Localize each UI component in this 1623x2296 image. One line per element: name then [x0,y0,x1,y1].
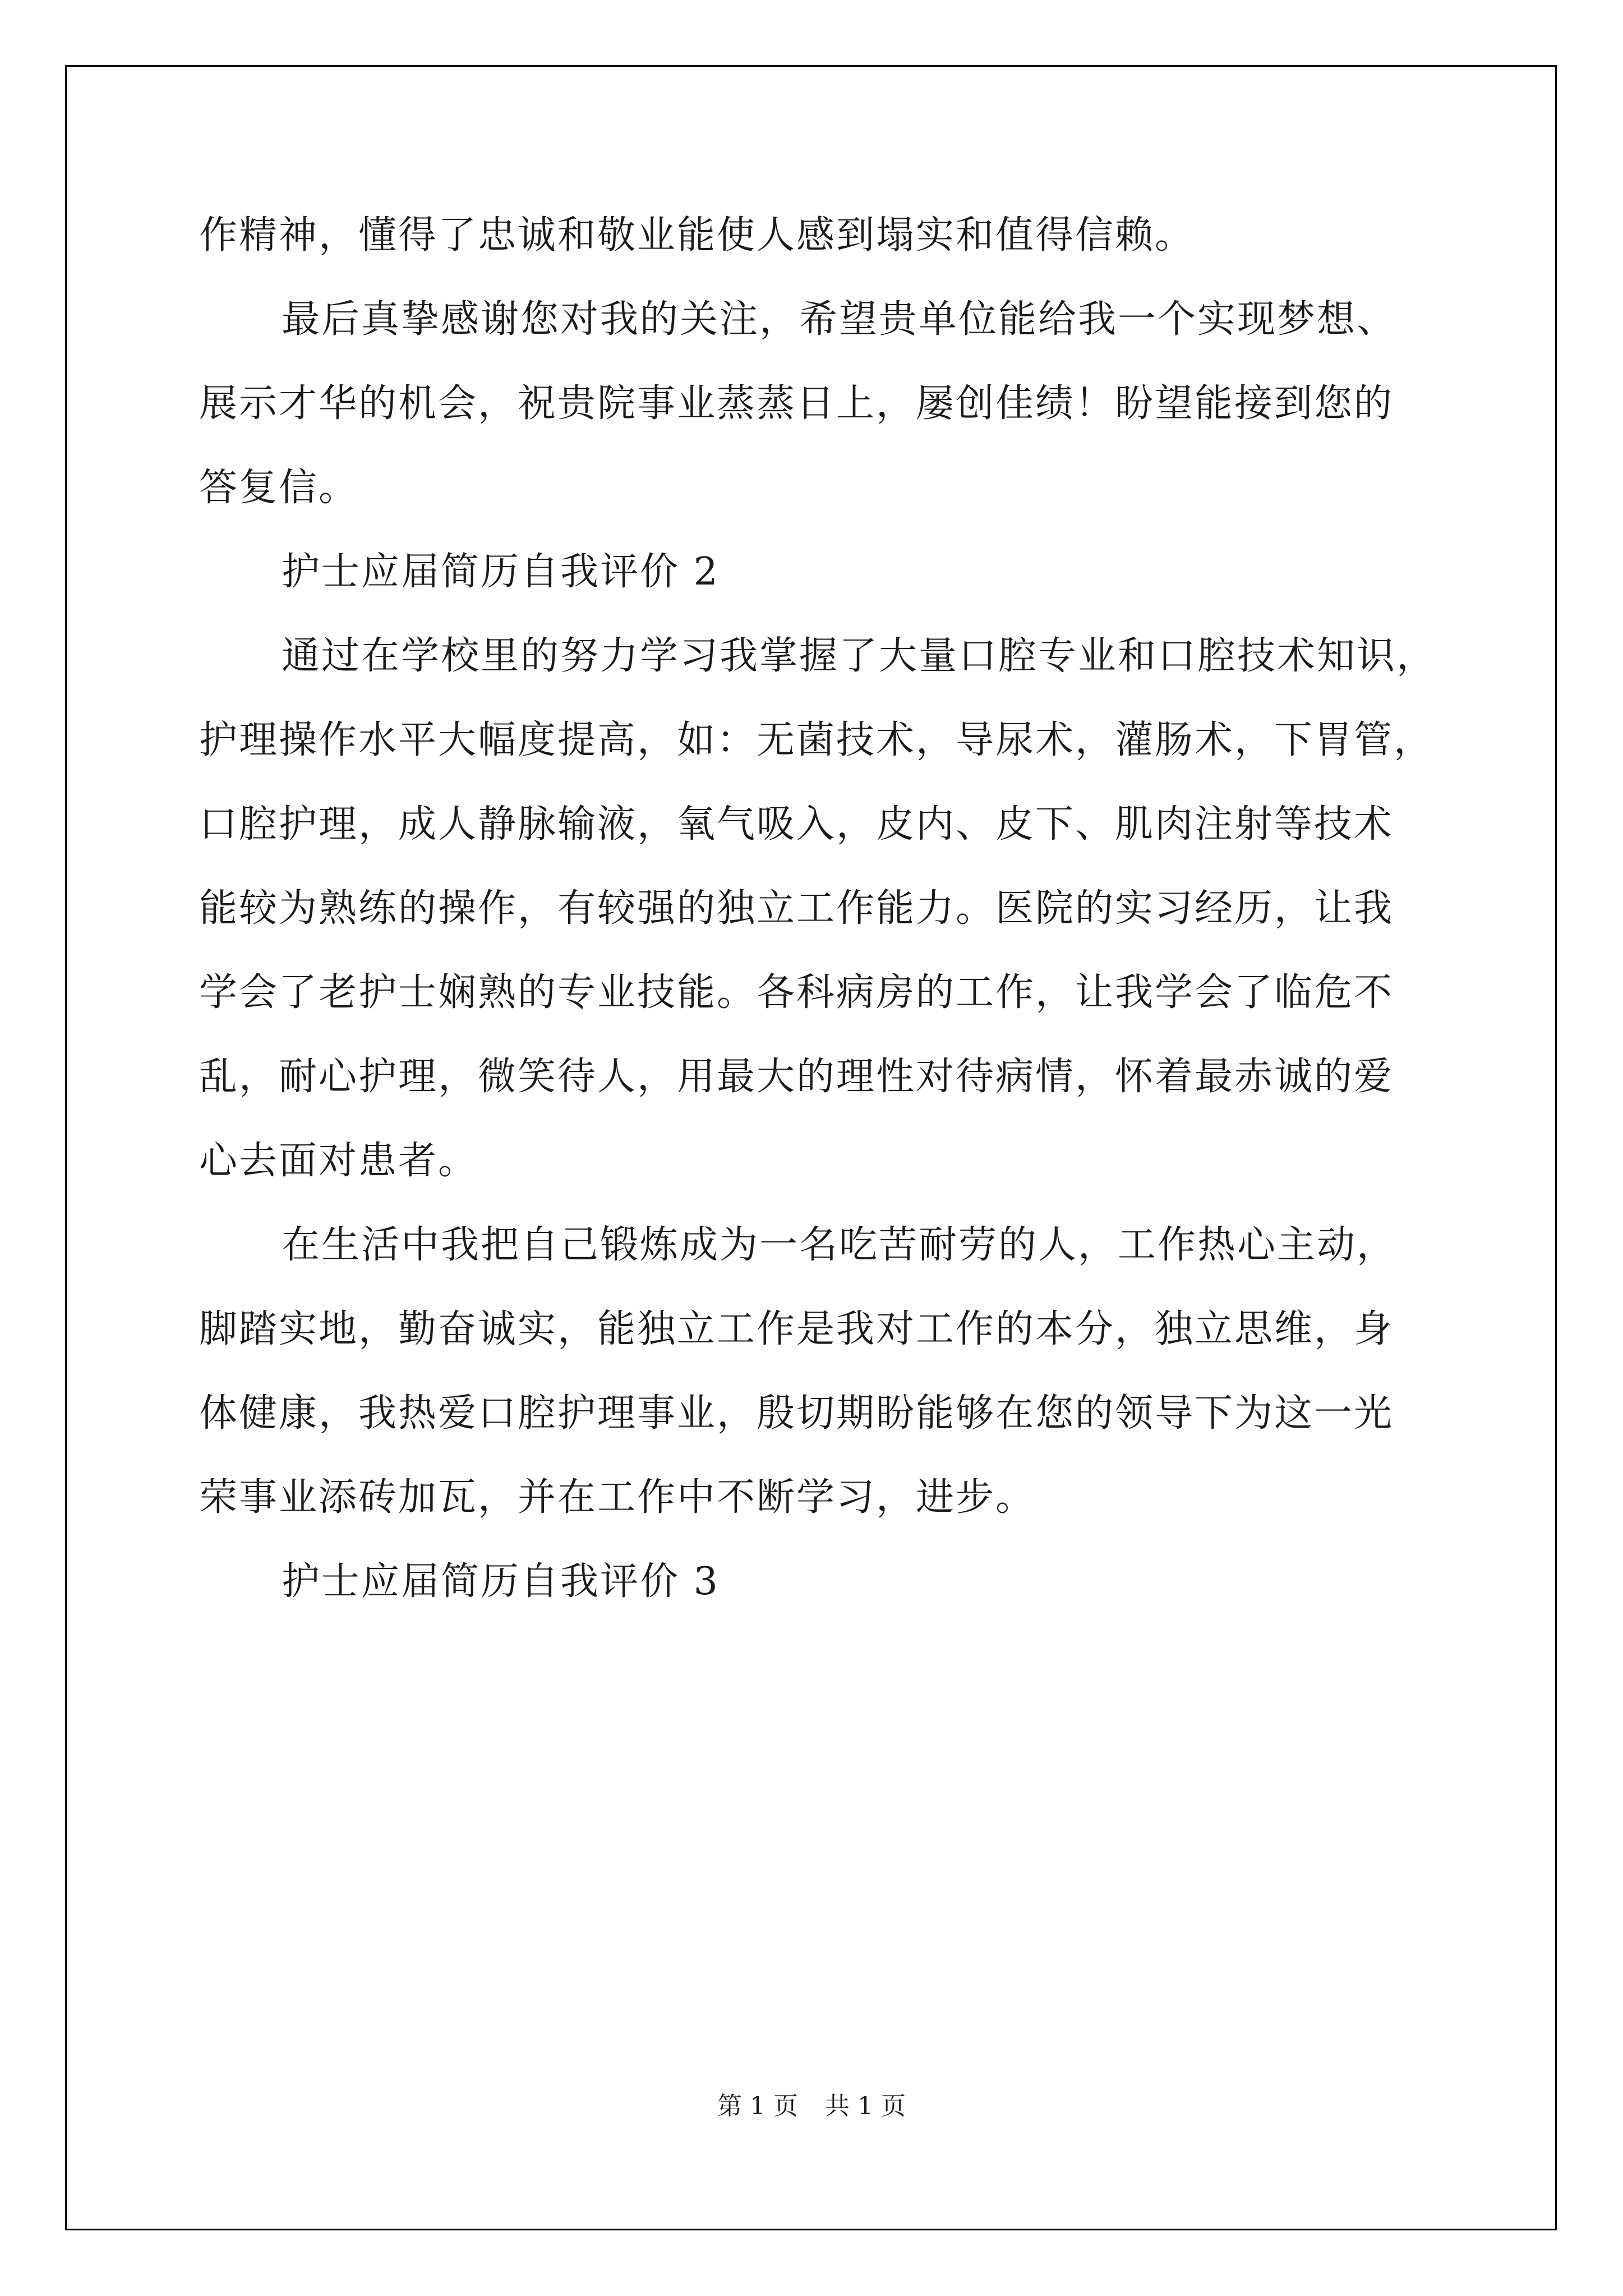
text-line: 能较为熟练的操作，有较强的独立工作能力。医院的实习经历，让我 [199,886,1394,931]
text-line: 答复信。 [199,466,359,510]
text-line: 乱，耐心护理，微笑待人，用最大的理性对待病情，怀着最赤诚的爱 [199,1055,1394,1099]
section-heading: 护士应届简历自我评价 3 [282,1559,720,1604]
text-line: 体健康，我热爱口腔护理事业，殷切期盼能够在您的领导下为这一光 [199,1391,1394,1435]
text-line: 展示才华的机会，祝贵院事业蒸蒸日上，屡创佳绩！盼望能接到您的 [199,381,1394,426]
text-line: 心去面对患者。 [199,1139,478,1183]
page-footer [0,2090,1623,2123]
text-line: 学会了老护士娴熟的专业技能。各科病房的工作，让我学会了临危不 [199,970,1394,1015]
section-heading: 护士应届简历自我评价 2 [282,550,720,594]
page-total: 共 1 页 [825,2092,906,2120]
text-line: 最后真挚感谢您对我的关注，希望贵单位能给我一个实现梦想、 [282,297,1397,342]
text-line: 脚踏实地，勤奋诚实，能独立工作是我对工作的本分，独立思维，身 [199,1307,1394,1351]
text-line: 荣事业添砖加瓦，并在工作中不断学习，进步。 [199,1475,1036,1520]
text-line: 口腔护理，成人静脉输液，氧气吸入，皮内、皮下、肌肉注射等技术 [199,802,1394,846]
page-number: 第 1 页 [717,2092,798,2120]
text-line: 通过在学校里的努力学习我掌握了大量口腔专业和口腔技术知识， [282,634,1437,678]
text-line: 在生活中我把自己锻炼成为一名吃苦耐劳的人，工作热心主动， [282,1223,1397,1267]
document-body [199,194,1437,1624]
text-line: 作精神，懂得了忠诚和敬业能使人感到塌实和值得信赖。 [199,213,1195,257]
text-line: 护理操作水平大幅度提高，如：无菌技术，导尿术，灌肠术，下胃管， [199,718,1434,762]
